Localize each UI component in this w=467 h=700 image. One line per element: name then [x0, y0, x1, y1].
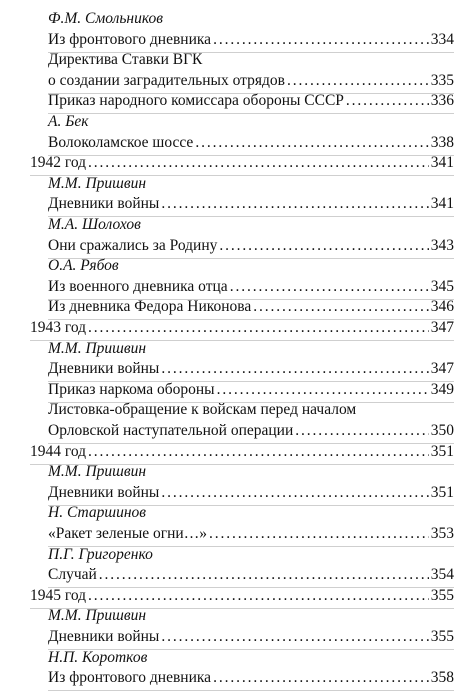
toc-entry-title: о создании заградительных отрядов — [48, 71, 285, 89]
toc-page-number: 358 — [430, 669, 454, 687]
toc-entry-title: 1945 год — [30, 586, 87, 604]
toc-author: П.Г. Григоренко — [48, 545, 153, 563]
toc-text-line: Листовка-обращение к войскам перед началом — [48, 401, 357, 419]
toc-page-number: 341 — [430, 195, 454, 213]
toc-page-number: 354 — [430, 566, 454, 584]
toc-author: О.А. Рябов — [48, 257, 119, 275]
toc-entry-title: «Ракет зеленые огни…» — [48, 525, 207, 542]
toc-entry-title: Приказ наркома обороны — [48, 380, 215, 398]
toc-entry-title: Из фронтового дневника — [48, 30, 212, 48]
toc-page-number: 338 — [430, 133, 454, 151]
toc-entry-title: Волоколамское шоссе — [48, 133, 194, 151]
toc-entry-title: 1943 год — [30, 319, 87, 336]
toc-page-number: 347 — [430, 360, 454, 378]
toc-entry-title: Из фронтового дневника — [48, 669, 212, 687]
toc-page-number: 350 — [430, 422, 454, 439]
toc-page-number: 347 — [430, 319, 454, 336]
toc-entry-title: Орловской наступательной операции — [48, 422, 294, 439]
toc-author: М.М. Пришвин — [48, 339, 147, 357]
toc-page-number: 355 — [430, 628, 454, 645]
toc-entry-title: Приказ народного комиссара обороны СССР — [48, 92, 344, 110]
toc-page-number: 346 — [430, 298, 454, 316]
toc-entry-title: Случай — [48, 566, 97, 584]
toc-page-number: 351 — [430, 483, 454, 501]
toc-author: М.М. Пришвин — [48, 463, 147, 481]
toc-page-number: 351 — [430, 442, 454, 460]
toc-author: А. Бек — [48, 113, 89, 130]
toc-page-number: 345 — [430, 277, 454, 295]
toc-text-line: Директива Ставки ВГК — [48, 51, 203, 69]
toc-entry-title: Дневники войны — [48, 195, 160, 213]
toc-dot-leader — [213, 666, 429, 690]
toc-page-number: 334 — [430, 30, 454, 48]
toc-author: М.А. Шолохов — [48, 216, 141, 233]
toc-entry-title: Они сражались за Родину — [48, 236, 218, 254]
toc-page-number: 341 — [430, 154, 454, 172]
toc-entry-title: Дневники войны — [48, 360, 160, 378]
toc-entry-title: 1944 год — [30, 442, 87, 460]
toc-author: Ф.М. Смольников — [48, 10, 163, 27]
toc-page-number: 335 — [430, 71, 454, 89]
toc-page-number: 336 — [430, 92, 454, 110]
toc-author: Н.П. Коротков — [48, 648, 148, 666]
toc-page-number: 343 — [430, 236, 454, 254]
toc-page-number: 353 — [430, 525, 454, 542]
toc-entry-title: 1942 год — [30, 154, 87, 172]
toc-page-number: 355 — [430, 586, 454, 604]
toc-author: М.М. Пришвин — [48, 174, 147, 192]
toc-entry-title: Дневники войны — [48, 483, 160, 501]
toc-entry-title: Из дневника Федора Никонова — [48, 298, 252, 316]
toc-author: М.М. Пришвин — [48, 607, 147, 625]
toc-entry-title: Из военного дневника отца — [48, 277, 228, 295]
toc-entry — [48, 666, 454, 691]
toc-author: Н. Старшинов — [48, 504, 147, 522]
toc-entry-title: Дневники войны — [48, 628, 160, 645]
toc-page-number: 349 — [430, 380, 454, 398]
